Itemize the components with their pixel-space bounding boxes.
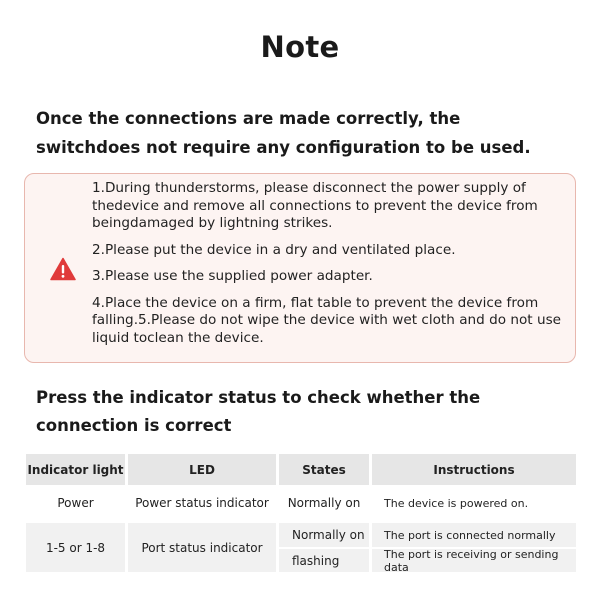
row-port-led: Port status indicator (128, 523, 276, 572)
row-power-state: Normally on (287, 496, 361, 510)
indicator-table (26, 454, 576, 572)
row-port-instruction-flashing: The port is receiving or sending data (372, 549, 576, 572)
header-states: States (279, 454, 369, 485)
row-power-indicator: Power (57, 496, 94, 510)
row-port-state-on: Normally on (279, 523, 369, 547)
header-led: LED (128, 454, 276, 485)
warning-icon (50, 257, 76, 281)
row-port-instruction-on: The port is connected normally (372, 523, 576, 547)
row-port-indicator: 1-5 or 1-8 (26, 523, 125, 572)
page-title: Note (260, 30, 340, 64)
warning-list (92, 180, 570, 356)
warning-box (24, 173, 576, 363)
warning-item: 2.Please put the device in a dry and ventilated place. (92, 241, 456, 258)
warning-item: 1.During thunderstorms, please disconnect the power supply of thedevice and remove all connections to prevent the device from beingdamaged by lightning strikes. (92, 180, 538, 231)
row-port-state-flashing: flashing (279, 549, 369, 572)
header-indicator-light: Indicator light (26, 454, 125, 485)
row-power-led: Power status indicator (135, 496, 269, 510)
header-instructions: Instructions (372, 454, 576, 485)
row-power-instruction: The device is powered on. (384, 496, 529, 510)
warning-item: 4.Place the device on a firm, flat table to prevent the device from falling.5.Please do not wipe the device with wet cloth and do not use liquid toclean the device. (92, 294, 562, 346)
intro-text: Once the connections are made correctly, the switchdoes not require any configuration to be used. (36, 109, 531, 157)
section-heading: Press the indicator status to check whether the connection is correct (36, 388, 481, 435)
warning-item: 3.Please use the supplied power adapter. (92, 268, 373, 284)
